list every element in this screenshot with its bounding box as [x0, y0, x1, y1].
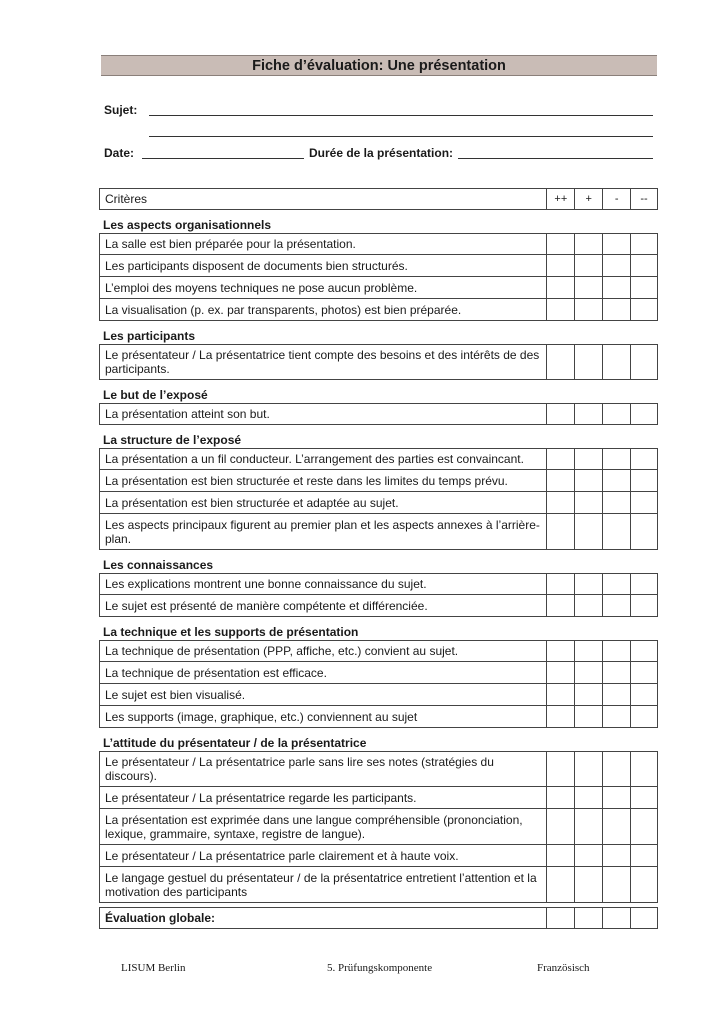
rating-cell-very-poor[interactable] — [630, 277, 657, 298]
rating-cell-good[interactable] — [574, 595, 602, 616]
rating-cell-very-poor[interactable] — [630, 641, 657, 661]
rating-cell-good[interactable] — [574, 514, 602, 549]
rating-cell-poor[interactable] — [602, 641, 630, 661]
rating-cell-poor[interactable] — [602, 277, 630, 298]
rating-cell-good[interactable] — [574, 809, 602, 844]
rating-cell-very-poor[interactable] — [630, 299, 657, 320]
rating-cell-good[interactable] — [574, 706, 602, 727]
rating-cell-poor[interactable] — [602, 595, 630, 616]
rating-cell-poor[interactable] — [602, 299, 630, 320]
rating-cell-very-poor[interactable] — [630, 404, 657, 424]
criteria-text: La présentation est exprimée dans une langue compréhensible (prononciation, lexique, grammaire, syntaxe, registre de langue). — [105, 812, 523, 841]
footer-left: LISUM Berlin — [121, 962, 186, 974]
criteria-text: Les aspects principaux figurent au premier plan et les aspects annexes à l’arrière-plan. — [105, 517, 540, 546]
rating-cell-poor[interactable] — [602, 514, 630, 549]
rating-cell-very-poor[interactable] — [630, 574, 657, 594]
rating-cell-poor[interactable] — [602, 908, 630, 928]
duration-line[interactable] — [458, 146, 653, 159]
rating-cell-very-poor[interactable] — [630, 684, 657, 705]
rating-cell-very-poor[interactable] — [630, 662, 657, 683]
rating-cell-very-good[interactable] — [546, 706, 574, 727]
section-title: Le but de l’exposé — [103, 388, 208, 402]
rating-cell-very-good[interactable] — [546, 662, 574, 683]
form-title: Fiche d’évaluation: Une présentation — [101, 55, 657, 76]
footer-right: Französisch — [537, 962, 590, 974]
rating-cell-very-good[interactable] — [546, 809, 574, 844]
rating-cell-good[interactable] — [574, 255, 602, 276]
rating-cell-good[interactable] — [574, 845, 602, 866]
date-label: Date: — [104, 146, 135, 160]
criteria-text: Les explications montrent une bonne connaissance du sujet. — [105, 577, 427, 591]
rating-cell-poor[interactable] — [602, 787, 630, 808]
criteria-row — [99, 706, 658, 728]
section-title: La structure de l’exposé — [103, 433, 242, 447]
rating-header-good: + — [574, 189, 602, 209]
subject-label: Sujet: — [104, 103, 138, 117]
rating-cell-very-poor[interactable] — [630, 908, 657, 928]
rating-cell-very-good[interactable] — [546, 514, 574, 549]
rating-cell-poor[interactable] — [602, 470, 630, 491]
rating-cell-poor[interactable] — [602, 662, 630, 683]
criteria-text: Le sujet est présenté de manière compétente et différenciée. — [105, 598, 428, 613]
criteria-text: La salle est bien préparée pour la présentation. — [105, 237, 356, 251]
rating-cell-poor[interactable] — [602, 404, 630, 424]
criteria-text: La technique de présentation (PPP, affiche, etc.) convient au sujet. — [105, 644, 459, 658]
rating-cell-good[interactable] — [574, 752, 602, 786]
criteria-text: La présentation est bien structurée et adaptée au sujet. — [105, 495, 399, 510]
section-title: Les aspects organisationnels — [103, 218, 272, 232]
criteria-row — [99, 470, 658, 492]
section-title: La technique et les supports de présentation — [103, 625, 359, 639]
rating-cell-poor[interactable] — [602, 752, 630, 786]
rating-cell-good[interactable] — [574, 867, 602, 902]
criteria-text: Les supports (image, graphique, etc.) conviennent au sujet — [105, 709, 418, 724]
rating-cell-very-good[interactable] — [546, 404, 574, 424]
rating-cell-very-poor[interactable] — [630, 752, 657, 786]
rating-cell-very-good[interactable] — [546, 787, 574, 808]
rating-cell-very-poor[interactable] — [630, 595, 657, 616]
rating-cell-good[interactable] — [574, 299, 602, 320]
criteria-row — [99, 684, 658, 706]
criteria-text: Le présentateur / La présentatrice parle clairement et à haute voix. — [105, 848, 459, 863]
rating-cell-very-good[interactable] — [546, 752, 574, 786]
criteria-text: La présentation est bien structurée et reste dans les limites du temps prévu. — [105, 473, 508, 488]
rating-cell-good[interactable] — [574, 684, 602, 705]
criteria-header-label: Critères — [105, 192, 148, 206]
rating-cell-very-good[interactable] — [546, 470, 574, 491]
criteria-row — [99, 751, 658, 787]
rating-cell-very-poor[interactable] — [630, 787, 657, 808]
rating-cell-good[interactable] — [574, 404, 602, 424]
criteria-text: La présentation atteint son but. — [105, 407, 270, 421]
criteria-row — [99, 344, 658, 380]
rating-cell-poor[interactable] — [602, 809, 630, 844]
rating-cell-very-poor[interactable] — [630, 867, 657, 902]
criteria-row — [99, 640, 658, 662]
rating-cell-very-good[interactable] — [546, 255, 574, 276]
rating-cell-very-poor[interactable] — [630, 449, 657, 469]
rating-cell-very-good[interactable] — [546, 684, 574, 705]
criteria-row — [99, 299, 658, 321]
criteria-row — [99, 514, 658, 550]
criteria-row — [99, 595, 658, 617]
criteria-row — [99, 845, 658, 867]
criteria-row — [99, 809, 658, 845]
rating-cell-very-poor[interactable] — [630, 345, 657, 379]
rating-cell-good[interactable] — [574, 908, 602, 928]
rating-cell-good[interactable] — [574, 641, 602, 661]
rating-cell-very-good[interactable] — [546, 867, 574, 902]
criteria-header-table — [99, 188, 658, 210]
rating-cell-very-good[interactable] — [546, 234, 574, 254]
subject-line-2[interactable] — [149, 124, 653, 137]
rating-cell-good[interactable] — [574, 234, 602, 254]
rating-cell-very-good[interactable] — [546, 845, 574, 866]
criteria-row — [99, 787, 658, 809]
criteria-text: Le présentateur / La présentatrice parle sans lire ses notes (stratégies du discours). — [105, 755, 494, 783]
footer-center: 5. Prüfungskomponente — [327, 962, 433, 974]
rating-cell-very-good[interactable] — [546, 345, 574, 379]
rating-cell-very-good[interactable] — [546, 277, 574, 298]
rating-cell-very-good[interactable] — [546, 595, 574, 616]
section-title: Les connaissances — [103, 558, 214, 572]
rating-cell-very-good[interactable] — [546, 492, 574, 513]
rating-cell-poor[interactable] — [602, 574, 630, 594]
criteria-header-row — [99, 188, 658, 210]
section-title: L’attitude du présentateur / de la présentatrice — [103, 736, 367, 750]
global-evaluation-row — [99, 907, 658, 929]
rating-cell-very-good[interactable] — [546, 574, 574, 594]
criteria-row — [99, 277, 658, 299]
rating-cell-poor[interactable] — [602, 449, 630, 469]
rating-cell-very-poor[interactable] — [630, 706, 657, 727]
rating-cell-good[interactable] — [574, 277, 602, 298]
rating-header-poor: - — [602, 189, 630, 209]
global-evaluation-table — [99, 907, 658, 929]
section-title: Les participants — [103, 329, 196, 343]
rating-cell-poor[interactable] — [602, 867, 630, 902]
rating-cell-very-poor[interactable] — [630, 809, 657, 844]
criteria-row — [99, 492, 658, 514]
rating-cell-good[interactable] — [574, 449, 602, 469]
rating-header-very-poor: -- — [630, 189, 657, 209]
rating-cell-very-poor[interactable] — [630, 255, 657, 276]
rating-cell-poor[interactable] — [602, 255, 630, 276]
criteria-row — [99, 255, 658, 277]
rating-cell-poor[interactable] — [602, 706, 630, 727]
criteria-row — [99, 573, 658, 595]
rating-cell-very-good[interactable] — [546, 299, 574, 320]
rating-cell-very-poor[interactable] — [630, 845, 657, 866]
rating-cell-good[interactable] — [574, 492, 602, 513]
rating-cell-very-good[interactable] — [546, 641, 574, 661]
criteria-row — [99, 867, 658, 903]
rating-cell-very-good[interactable] — [546, 449, 574, 469]
criteria-text: L’emploi des moyens techniques ne pose aucun problème. — [105, 280, 418, 295]
date-line[interactable] — [142, 146, 304, 159]
rating-cell-good[interactable] — [574, 470, 602, 491]
rating-cell-very-poor[interactable] — [630, 234, 657, 254]
global-evaluation-label: Évaluation globale: — [105, 911, 216, 925]
rating-cell-poor[interactable] — [602, 492, 630, 513]
rating-cell-poor[interactable] — [602, 345, 630, 379]
rating-cell-good[interactable] — [574, 662, 602, 683]
criteria-text: La visualisation (p. ex. par transparents, photos) est bien préparée. — [105, 302, 462, 317]
criteria-text: Le présentateur / La présentatrice regarde les participants. — [105, 790, 417, 805]
rating-cell-good[interactable] — [574, 345, 602, 379]
rating-cell-very-poor[interactable] — [630, 492, 657, 513]
criteria-text: La présentation a un fil conducteur. L’arrangement des parties est convaincant. — [105, 452, 524, 466]
rating-cell-poor[interactable] — [602, 234, 630, 254]
rating-cell-very-poor[interactable] — [630, 514, 657, 549]
criteria-row — [99, 233, 658, 255]
rating-header-very-good: ++ — [546, 189, 574, 209]
criteria-text: Le langage gestuel du présentateur / de la présentatrice entretient l’attention et la motivation des participants — [105, 870, 537, 899]
duration-label: Durée de la présentation: — [309, 146, 454, 160]
criteria-text: Les participants disposent de documents bien structurés. — [105, 258, 408, 273]
criteria-text: Le sujet est bien visualisé. — [105, 687, 246, 702]
criteria-text: Le présentateur / La présentatrice tient compte des besoins et des intérêts de des participants. — [105, 348, 540, 376]
subject-line-1[interactable] — [149, 103, 653, 116]
criteria-row — [99, 662, 658, 684]
rating-cell-good[interactable] — [574, 787, 602, 808]
criteria-text: La technique de présentation est efficace. — [105, 665, 327, 680]
rating-cell-very-good[interactable] — [546, 908, 574, 928]
criteria-row — [99, 403, 658, 425]
rating-cell-good[interactable] — [574, 574, 602, 594]
rating-cell-poor[interactable] — [602, 684, 630, 705]
criteria-sections — [99, 210, 658, 903]
rating-cell-very-poor[interactable] — [630, 470, 657, 491]
rating-cell-poor[interactable] — [602, 845, 630, 866]
criteria-row — [99, 448, 658, 470]
